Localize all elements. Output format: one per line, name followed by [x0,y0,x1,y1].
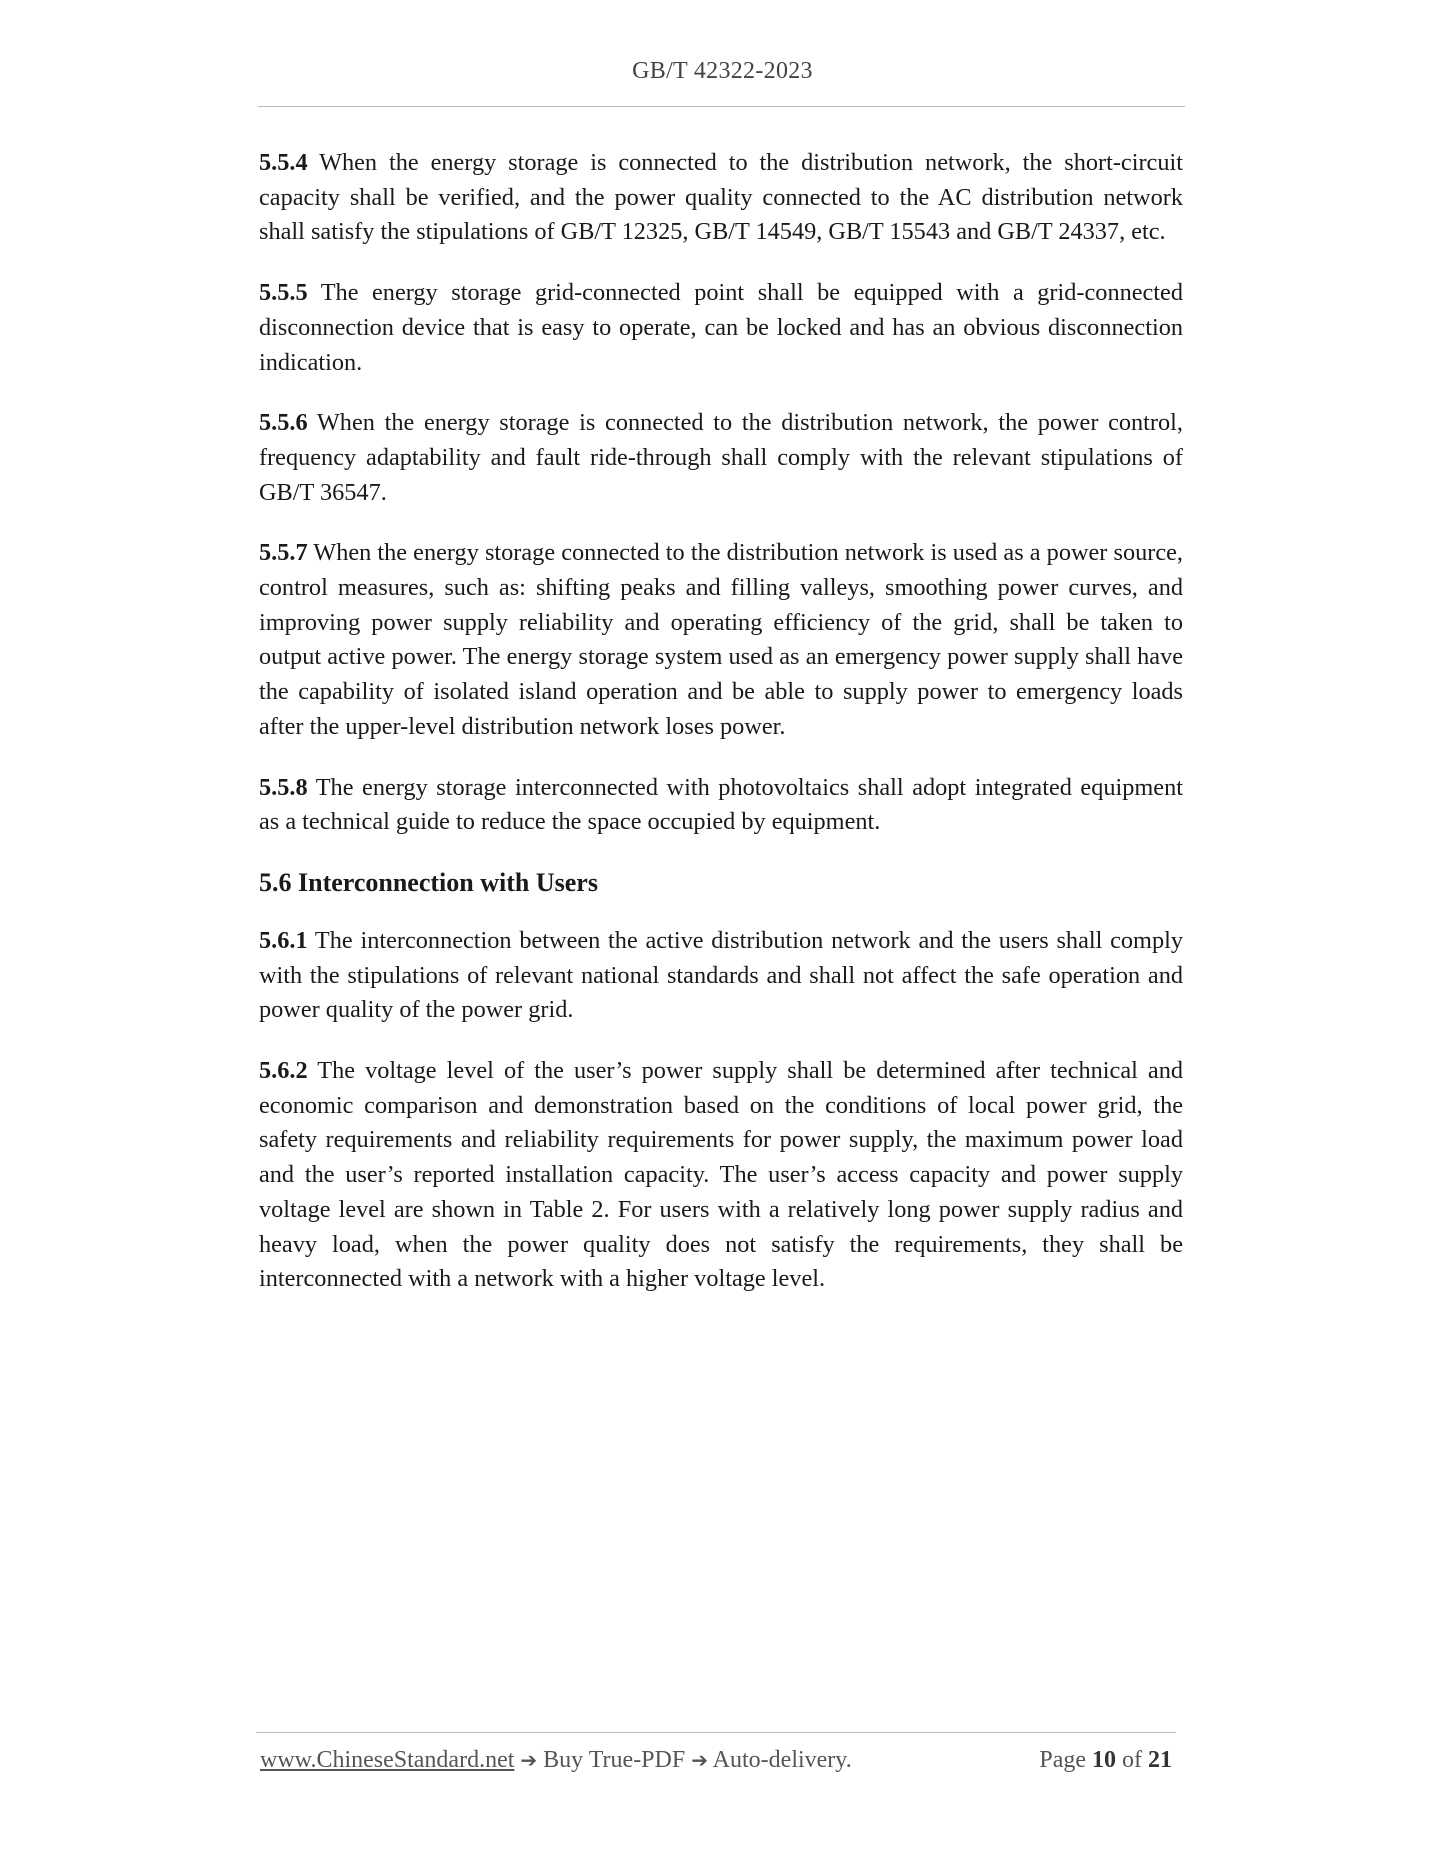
arrow-right-icon: ➔ [520,1748,538,1772]
clause-text: When the energy storage connected to the distribution network is used as a power source, control measures, such as: shifting peaks and filling valleys, smoothing power curves, and improving power supply reliability and operating efficiency of the grid, shall be taken to output active power. The energy storage system used as an emergency power supply shall have the capability of isolated island operation and be able to supply power to emergency loads after the upper-level distribution network loses power. [259,539,1183,740]
clause-5-5-4 [259,146,1183,250]
clause-number: 5.5.7 [259,539,308,567]
header-divider [258,106,1185,107]
clause-5-6-2 [259,1054,1183,1297]
page-number [1039,1747,1172,1774]
section-heading-5-6: 5.6 Interconnection with Users [259,867,598,897]
clause-number: 5.5.5 [259,279,308,307]
footer-promo [260,1747,852,1774]
clause-5-5-5 [259,276,1183,380]
page-total: 21 [1148,1747,1172,1773]
clause-number: 5.5.4 [259,149,308,176]
clause-5-5-7 [259,536,1183,744]
site-link[interactable]: www.ChineseStandard.net [260,1747,515,1773]
clause-text: The interconnection between the active distribution network and the users shall comply with the stipulations of relevant national standards and shall not affect the safe operation and power quality of the power grid. [259,926,1183,1024]
clause-5-5-8 [259,771,1183,840]
clause-number: 5.6.1 [259,926,308,954]
arrow-right-icon: ➔ [691,1748,708,1772]
page-label: Page [1039,1747,1086,1773]
clause-text: The energy storage interconnected with photovoltaics shall adopt integrated equipment as a technical guide to reduce the space occupied by equipment. [259,773,1183,836]
page-current: 10 [1092,1747,1116,1773]
footer-divider [256,1732,1176,1733]
clause-text: The energy storage grid-connected point shall be equipped with a grid-connected disconnection device that is easy to operate, can be locked and has an obvious disconnection indication. [259,279,1183,376]
clause-number: 5.5.6 [259,409,308,437]
delivery-text: Auto-delivery. [712,1747,852,1773]
page-header: GB/T 42322-2023 [632,58,813,84]
clause-text: When the energy storage is connected to the distribution network, the short-circuit capacity shall be verified, and the power quality connected to the AC distribution network shall satisfy the stipulations of GB/T 12325, GB/T 14549, GB/T 15543 and GB/T 24337, etc. [259,149,1183,246]
page-footer [260,1747,1172,1781]
buy-text: Buy True-PDF [543,1747,686,1773]
document-body [259,146,1183,1323]
clause-number: 5.6.2 [259,1057,308,1085]
page-of: of [1122,1747,1142,1773]
clause-5-6-1 [259,924,1183,1028]
clause-number: 5.5.8 [259,773,308,801]
clause-5-5-6 [259,406,1183,510]
clause-text: When the energy storage is connected to the distribution network, the power control, frequency adaptability and fault ride-through shall comply with the relevant stipulations of GB/T 36547. [259,409,1184,506]
clause-text: The voltage level of the user’s power supply shall be determined after technical and economic comparison and demonstration based on the conditions of local power grid, the safety requirements and reliability requirements for power supply, the maximum power load and the user’s reported installation capacity. The user’s access capacity and power supply voltage level are shown in Table 2. For users with a relatively long power supply radius and heavy load, when the power quality does not satisfy the requirements, they shall be interconnected with a network with a higher voltage level. [259,1057,1184,1293]
